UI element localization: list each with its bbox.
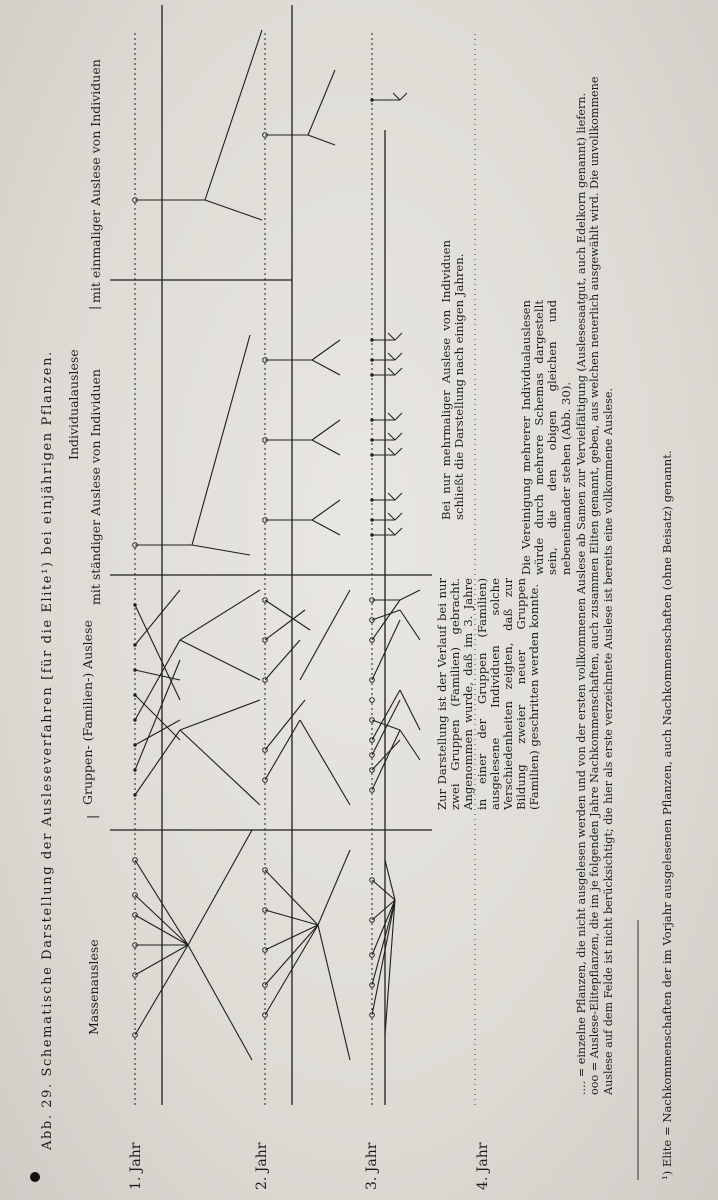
branch-line [395,353,402,360]
header-einmalige-auslese: mit einmaliger Auslese von Individuen [88,59,103,303]
branch-line [135,660,180,770]
year-label-1: 1. Jahr [128,1142,144,1190]
branch-line [312,440,340,455]
branch-line [388,353,395,360]
elite-plant-marker [370,698,375,703]
branch-line [395,528,402,535]
branch-line [395,368,402,375]
branch-line [395,433,402,440]
branch-line [265,700,305,750]
branch-line [400,610,420,640]
branch-line [312,360,340,375]
branch-line [388,448,395,455]
branch-line [395,513,402,520]
branch-line [372,600,400,640]
branch-line [395,413,402,420]
branch-line [372,700,400,755]
branch-line [388,333,395,340]
header-divider: | [86,305,101,310]
branch-line [372,620,400,680]
branch-line [205,200,262,220]
branch-line [318,850,350,925]
branch-line [192,545,250,555]
branch-line [188,830,252,945]
branch-line [180,590,260,640]
branch-line [308,70,335,135]
branch-line [135,670,180,680]
branch-line [265,610,305,640]
branch-line [400,730,420,760]
branch-line [312,520,340,535]
year-label-2: 2. Jahr [254,1142,270,1190]
branch-line [312,420,340,440]
branch-line [400,93,407,100]
branch-line [395,333,402,340]
header-individualauslese: Individualauslese [66,349,81,460]
branch-line [393,93,400,100]
header-divider: | [84,814,99,819]
branch-line [265,600,310,630]
branch-line [400,690,420,730]
footnote: ¹) Elite = Nachkommenschaften der im Vorjahr ausgelesenen Pflanzen, auch Nachkommenschaften (ohne Beisatz) genannt. [660,450,674,1180]
legend-text-elite: = Auslese-Elitepflanzen, die im je folgenden Jahre Nachkommenschaften, auch zusammen Eliten genannt, geben, aus welchen neuerlich ausgewählt wird. Die unvollkommene Auslese auf dem Felde ist nicht berücksichtigt; die hier als erste verzeichnete Auslese ist bereits eine vollkommene Auslese. [588,76,615,1095]
branch-line [372,730,400,790]
header-staendige-auslese: mit ständiger Auslese von Individuen [88,369,103,605]
branch-line [388,368,395,375]
branch-line [135,695,180,740]
ink-spot [30,1172,40,1182]
figure-caption: Abb. 29. Schematische Darstellung der Ausleseverfahren [für die Elite¹) bei einjährigen Pflanzen. [40,350,55,1150]
branch-line [372,740,400,770]
header-gruppenauslese: Gruppen- (Familien-) Auslese [80,620,95,805]
branch-line [180,640,260,680]
branch-line [372,690,400,740]
branch-line [388,413,395,420]
branch-line [372,880,395,900]
branch-line [300,720,350,805]
legend-symbol-circles: ooo [588,1074,602,1095]
legend-symbol-dots: .... [575,1080,588,1095]
year-label-4: 4. Jahr [475,1142,491,1190]
branch-line [192,335,250,545]
branch-line [388,528,395,535]
branch-line [395,493,402,500]
header-massenauslese: Massenauslese [86,939,101,1035]
branch-line [388,513,395,520]
branch-line [385,860,395,900]
branch-line [180,730,260,805]
branch-line [265,640,300,680]
branch-line [205,30,262,200]
branch-line [308,135,335,145]
branch-line [400,590,420,600]
branch-line [388,493,395,500]
branch-line [312,500,340,520]
note-vereinigung: Die Vereinigung mehrerer Individualauslesen würde durch mehrere Schemas dargestellt sein, die den obigen gleichen und nebeneinander stehen (Abb. 30). [519,300,573,575]
note-mehrmalig: Bei nur mehrmaliger Auslese von Individuen schließt die Darstellung nach einigen Jahren. [439,240,467,520]
legend-text-einzelne: = einzelne Pflanzen, die nicht ausgelesen werden und von der ersten vollkommenen Auslese ab Samen zur Vervielfältigung (Auslesesaatgut, auch Edelkorn genannt) liefern. [575,92,588,1078]
branch-line [388,433,395,440]
note-gruppen: Zur Darstellung ist der Verlauf bei nur zwei Gruppen (Familien) gebracht. Angenommen wurde, daß im 3. Jahre in einer der Gruppen (Familien) ausgelesene Individuen solche Verschiedenheiten zeigten, daß zur Bildung zweier neuer Gruppen (Familien) geschritten werden konnte. [435,578,542,810]
year-label-3: 3. Jahr [364,1142,380,1190]
branch-line [300,590,350,680]
branch-line [135,730,180,795]
branch-line [180,700,260,730]
branch-line [135,590,180,645]
branch-line [188,945,252,1060]
branch-line [395,448,402,455]
branch-line [312,340,340,360]
branch-line [318,925,350,1060]
branch-line [372,610,400,620]
